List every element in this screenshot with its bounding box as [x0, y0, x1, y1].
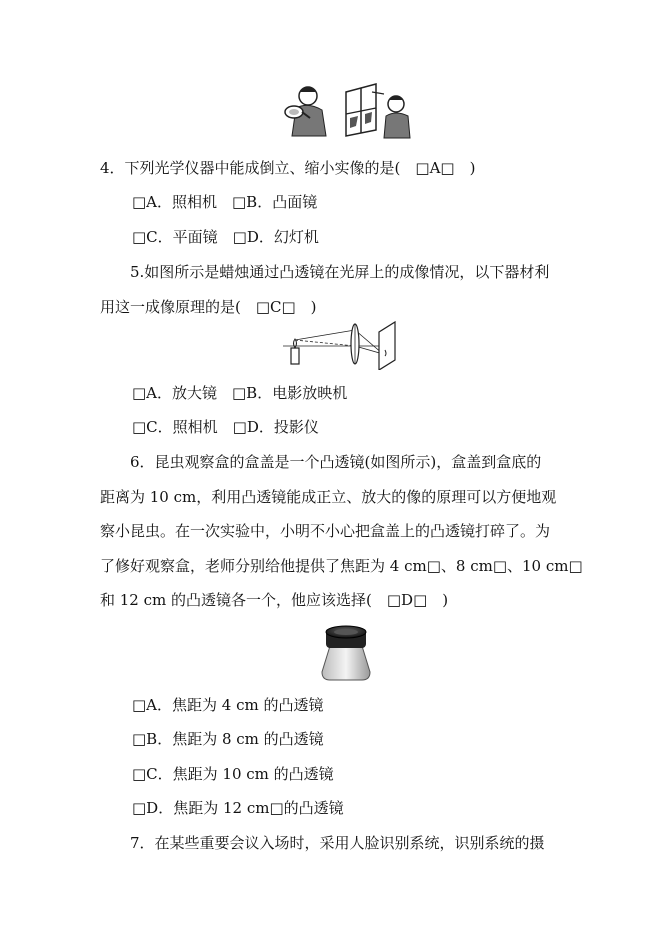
- q4-options-ab: □A．照相机 □B．凸面镜: [132, 193, 318, 211]
- figure-insect-observation-box: [312, 622, 380, 684]
- q4-stem: 4．下列光学仪器中能成倒立、缩小实像的是( □A□ ): [100, 159, 476, 177]
- q6-stem-line-4: 了修好观察盒，老师分别给他提供了焦距为 4 cm□、8 cm□、10 cm□: [100, 557, 583, 575]
- q6-stem-line-2: 距离为 10 cm，利用凸透镜能成正立、放大的像的原理可以方便地观: [100, 488, 557, 506]
- figure-candle-lens-screen: [283, 320, 405, 370]
- q6-option-d: □D．焦距为 12 cm□的凸透镜: [132, 799, 344, 817]
- q6-stem-line-1: 6．昆虫观察盒的盒盖是一个凸透镜(如图所示)，盒盖到盒底的: [130, 453, 542, 471]
- q7-stem-line-1: 7．在某些重要会议入场时，采用人脸识别系统，识别系统的摄: [130, 834, 545, 852]
- q5-options-cd: □C．照相机 □D．投影仪: [132, 418, 319, 436]
- q5-stem-line-1: 5.如图所示是蜡烛通过凸透镜在光屏上的成像情况，以下器材利: [130, 263, 550, 281]
- q6-option-c: □C．焦距为 10 cm 的凸透镜: [132, 765, 334, 783]
- q5-options-ab: □A．放大镜 □B．电影放映机: [132, 384, 348, 402]
- q6-stem-line-5: 和 12 cm 的凸透镜各一个，他应该选择( □D□ ): [100, 591, 449, 609]
- q5-stem-line-2: 用这一成像原理的是( □C□ ): [100, 298, 317, 316]
- figure-magnifier-and-window: [272, 78, 414, 140]
- q6-option-a: □A．焦距为 4 cm 的凸透镜: [132, 696, 324, 714]
- q6-stem-line-3: 察小昆虫。在一次实验中，小明不小心把盒盖上的凸透镜打碎了。为: [100, 522, 551, 540]
- q4-options-cd: □C．平面镜 □D．幻灯机: [132, 228, 319, 246]
- q6-option-b: □B．焦距为 8 cm 的凸透镜: [132, 730, 324, 748]
